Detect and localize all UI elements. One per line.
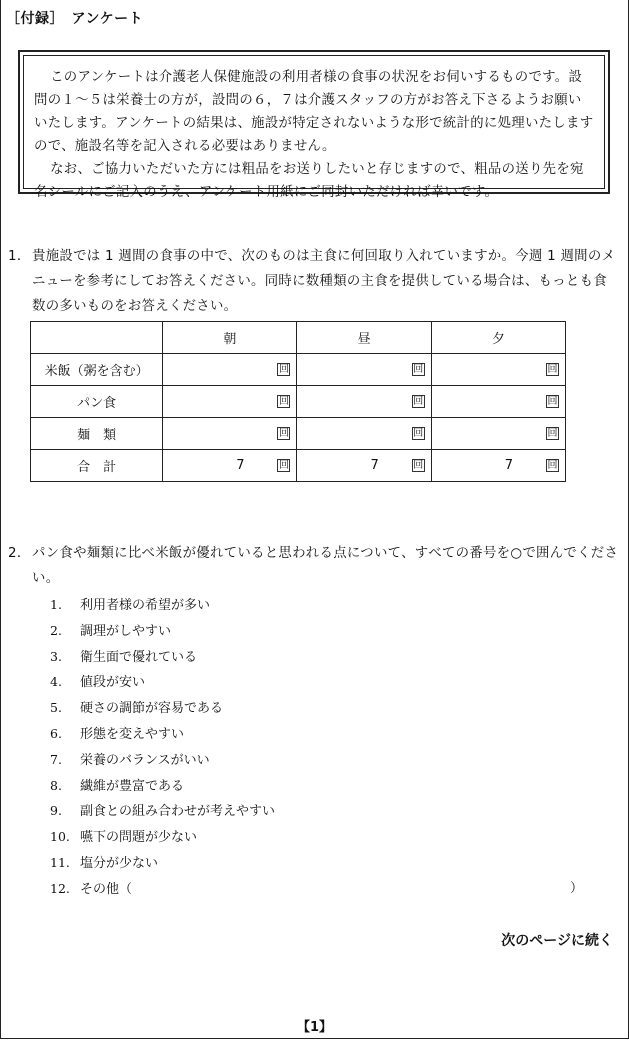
unit-label: 回 xyxy=(278,396,289,407)
question-2-number: 2． xyxy=(8,546,31,561)
question-1-text: 貴施設では 1 週間の食事の中で、次のものは主食に何回取り入れていますか。今週 1 週間のメニューを参考にしてお答えください。同時に数種類の主食を提供している場合は、もっとも食数の多いものをお答えください。 xyxy=(32,249,616,314)
unit-label: 回 xyxy=(413,396,424,407)
list-item[interactable] xyxy=(50,824,275,850)
unit-label: 回 xyxy=(413,428,424,439)
option-number: 2. xyxy=(50,622,62,638)
option-number: 8. xyxy=(50,777,62,793)
option-label: 繊維が豊富である xyxy=(80,778,185,794)
list-item[interactable] xyxy=(50,721,275,747)
answer-cell[interactable] xyxy=(297,354,431,386)
question-2 xyxy=(8,541,620,591)
unit-label: 回 xyxy=(547,364,558,375)
unit-label: 回 xyxy=(547,396,558,407)
option-number: 9. xyxy=(50,803,62,819)
question-1 xyxy=(8,244,620,319)
list-item[interactable] xyxy=(50,669,275,695)
answer-cell[interactable] xyxy=(431,418,565,450)
option-label: 利用者様の希望が多い xyxy=(80,598,211,613)
list-item[interactable] xyxy=(50,695,275,721)
option-number: 4. xyxy=(50,674,62,690)
option-number: 10. xyxy=(50,829,70,845)
table-row xyxy=(31,418,566,450)
cell-value: 7 xyxy=(370,458,379,473)
unit-label: 回 xyxy=(413,460,424,471)
option-label: 嚥下の問題が少ない xyxy=(80,830,198,846)
cell-value: 7 xyxy=(504,458,513,473)
question-2-text: パン食や麺類に比べ米飯が優れていると思われる点について、すべての番号を○で囲んでください。 xyxy=(32,546,619,586)
intro-paragraph-2: なお、ご協力いただいた方には粗品をお送りしたいと存じますので、粗品の送り先を宛名シールにご記入のうえ、アンケート用紙にご同封いただければ幸いです。 xyxy=(34,162,584,200)
continue-note: 次のページに続く xyxy=(501,933,613,949)
question-1-number: 1． xyxy=(8,249,31,264)
answer-cell[interactable] xyxy=(163,386,297,418)
row-label-total: 合 計 xyxy=(31,450,163,482)
column-header-noon: 昼 xyxy=(297,322,431,354)
list-item[interactable] xyxy=(50,773,275,799)
table-row xyxy=(31,354,566,386)
answer-cell[interactable] xyxy=(297,418,431,450)
answer-cell[interactable] xyxy=(163,354,297,386)
list-item[interactable] xyxy=(50,618,275,644)
table-header-row xyxy=(31,322,566,354)
total-cell xyxy=(297,450,431,482)
table-row xyxy=(31,450,566,482)
list-item-other[interactable] xyxy=(50,876,584,902)
intro-paragraph-1: このアンケートは介護老人保健施設の利用者様の食事の状況をお伺いするものです。設問の１～５は栄養士の方が，設問の６，７は介護スタッフの方がお答え下さるようお願いいたします。アンケートの結果は、施設が特定されないような形で統計的に処理いたしますので、施設名等を記入される必要はありません。 xyxy=(34,70,594,154)
option-list xyxy=(50,592,584,902)
option-number: 12. xyxy=(50,880,70,896)
column-header-evening: 夕 xyxy=(431,322,565,354)
total-cell xyxy=(431,450,565,482)
option-label: 調理がしやすい xyxy=(80,623,172,639)
table-row xyxy=(31,386,566,418)
other-close-paren: ） xyxy=(570,880,584,896)
answer-cell[interactable] xyxy=(431,354,565,386)
unit-label: 回 xyxy=(547,460,558,471)
option-label: 塩分が少ない xyxy=(80,855,159,871)
option-number: 7. xyxy=(50,751,62,767)
option-label: 形態を変えやすい xyxy=(80,726,185,742)
meal-frequency-table xyxy=(30,321,566,482)
unit-label: 回 xyxy=(547,428,558,439)
total-cell xyxy=(163,450,297,482)
row-label-noodles: 麺 類 xyxy=(31,418,163,450)
option-number: 11. xyxy=(50,854,70,870)
list-item[interactable] xyxy=(50,747,275,773)
row-label-bread: パン食 xyxy=(31,386,163,418)
list-item[interactable] xyxy=(50,850,275,876)
page-header: ［付録］ アンケート xyxy=(6,11,144,27)
unit-label: 回 xyxy=(278,460,289,471)
option-label: 栄養のバランスがいい xyxy=(80,752,210,768)
option-number: 5. xyxy=(50,700,62,716)
unit-label: 回 xyxy=(413,364,424,375)
list-item[interactable] xyxy=(50,798,275,824)
list-item[interactable] xyxy=(50,592,275,618)
list-item[interactable] xyxy=(50,644,275,670)
answer-cell[interactable] xyxy=(297,386,431,418)
option-label: その他（ xyxy=(80,881,133,897)
column-header-morning: 朝 xyxy=(163,322,297,354)
option-label: 硬さの調節が容易である xyxy=(80,701,224,717)
option-number: 1. xyxy=(50,597,62,612)
option-number: 3. xyxy=(50,648,62,664)
option-label: 値段が安い xyxy=(80,675,146,691)
intro-box xyxy=(18,50,610,200)
unit-label: 回 xyxy=(278,364,289,375)
table-corner-cell xyxy=(31,322,163,354)
answer-cell[interactable] xyxy=(431,386,565,418)
unit-label: 回 xyxy=(278,428,289,439)
option-label: 衛生面で優れている xyxy=(80,649,198,665)
answer-cell[interactable] xyxy=(163,418,297,450)
cell-value: 7 xyxy=(236,458,245,473)
page-number: 【1】 xyxy=(296,1020,333,1035)
option-label: 副食との組み合わせが考えやすい xyxy=(80,804,276,820)
row-label-rice: 米飯（粥を含む） xyxy=(31,354,163,386)
option-number: 6. xyxy=(50,725,62,741)
